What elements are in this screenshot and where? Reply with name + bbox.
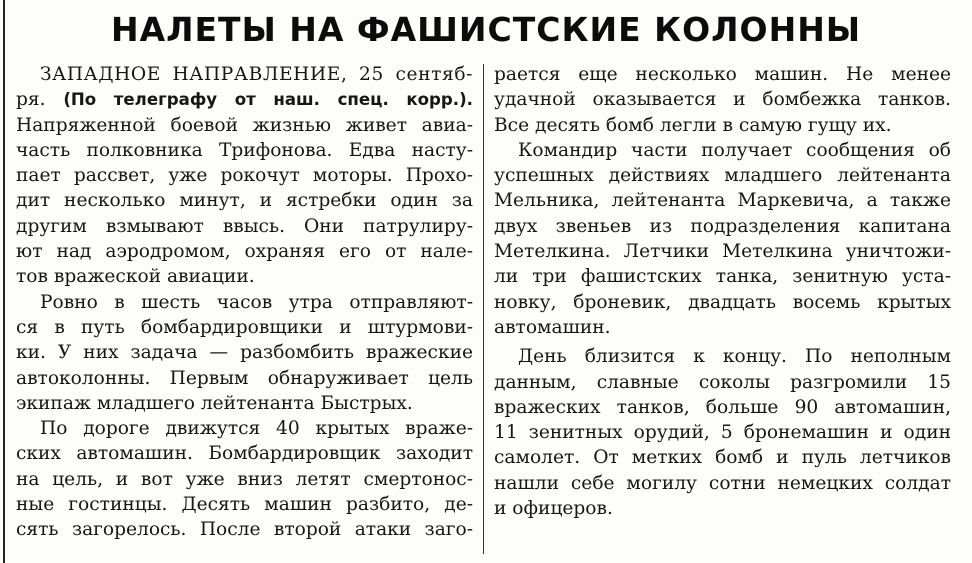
text-line: сять загорелось. После второй атаки заго- (16, 519, 473, 541)
text-line: экипаж младшего лейтенанта Быстрых. (16, 392, 413, 414)
dateline-text: ЗАПАДНОЕ НАПРАВЛЕНИЕ, 25 сентяб- (40, 64, 473, 85)
byline-prefix: ря. (16, 89, 64, 111)
text-line: Напряженной боевой жизнью живет авиа- (16, 114, 473, 136)
dateline (16, 62, 473, 87)
text-line: ских автомашин. Бомбардировщик заходит (16, 443, 473, 465)
text-line: По дороге движутся 40 крытых враже- (40, 418, 473, 440)
text-line: тов вражеской авиации. (16, 266, 255, 288)
text-line: автомашин. (494, 316, 611, 338)
text-line: Все десять бомб легли в самую гущу их. (494, 114, 892, 136)
text-line: автоколонны. Первым обнаруживает цель (16, 367, 473, 389)
text-line: новку, броневик, двадцать восемь крытых (494, 291, 951, 313)
text-line: ные гостинцы. Десять машин разбито, де- (16, 494, 473, 516)
paragraph-6 (494, 344, 951, 521)
text-line: пает рассвет, уже рокочут моторы. Прохо- (16, 165, 473, 187)
text-line: самолет. От метких бомб и пуль летчиков (494, 447, 951, 469)
text-line: успешных действиях младшего лейтенанта (494, 165, 951, 187)
byline-line (16, 87, 473, 112)
left-border-rule (3, 0, 5, 563)
text-line: Ровно в шесть часов утра отправляют- (40, 291, 473, 313)
article-headline: НАЛЕТЫ НА ФАШИСТСКИЕ КОЛОННЫ (110, 10, 862, 49)
paragraph-2 (16, 290, 473, 416)
byline-source: (По телеграфу от наш. спец. корр.). (63, 90, 473, 110)
text-line: дит несколько минут, и ястребки один за (16, 190, 473, 212)
text-line: Командир части получает сообщения об (518, 139, 951, 161)
text-line: 11 зенитных орудий, 5 бронемашин и один (494, 422, 951, 444)
text-line: ют над аэродромом, охраняя его от нале- (16, 241, 473, 263)
paragraph-4 (494, 62, 951, 138)
text-line: и офицеров. (494, 498, 613, 520)
text-line: ки. У них задача — разбомбить вражеские (16, 342, 473, 364)
text-line: на цель, и вот уже вниз летят смертонос- (16, 468, 473, 490)
paragraph-5 (494, 138, 951, 340)
text-line: вражеских танков, больше 90 автомашин, (494, 396, 951, 418)
text-line: часть полковника Трифонова. Едва насту- (16, 139, 473, 161)
text-line: рается еще несколько машин. Не менее (494, 64, 951, 85)
text-line: Мельника, лейтенанта Маркевича, а также (494, 190, 951, 212)
text-line: День близится к концу. По неполным (518, 346, 951, 368)
text-line: другим взмывают ввысь. Они патрулиру- (16, 215, 473, 237)
text-line: Метелкина. Летчики Метелкина уничтожи- (494, 241, 951, 263)
text-line: нашли себе могилу сотни немецких солдат (494, 472, 951, 494)
article-column-left (16, 62, 473, 543)
text-line: удачной оказывается и бомбежка танков. (494, 89, 951, 111)
text-line: ли три фашистских танка, зенитную уста- (494, 266, 951, 288)
paragraph-3 (16, 416, 473, 542)
paragraph-1 (16, 113, 473, 290)
article-column-right (494, 62, 951, 521)
text-line: ся в путь бомбардировщики и штурмови- (16, 316, 473, 338)
text-line: данным, славные соколы разгромили 15 (494, 371, 951, 393)
column-divider (483, 64, 484, 554)
text-line: двух звеньев из подразделения капитана (494, 215, 951, 237)
